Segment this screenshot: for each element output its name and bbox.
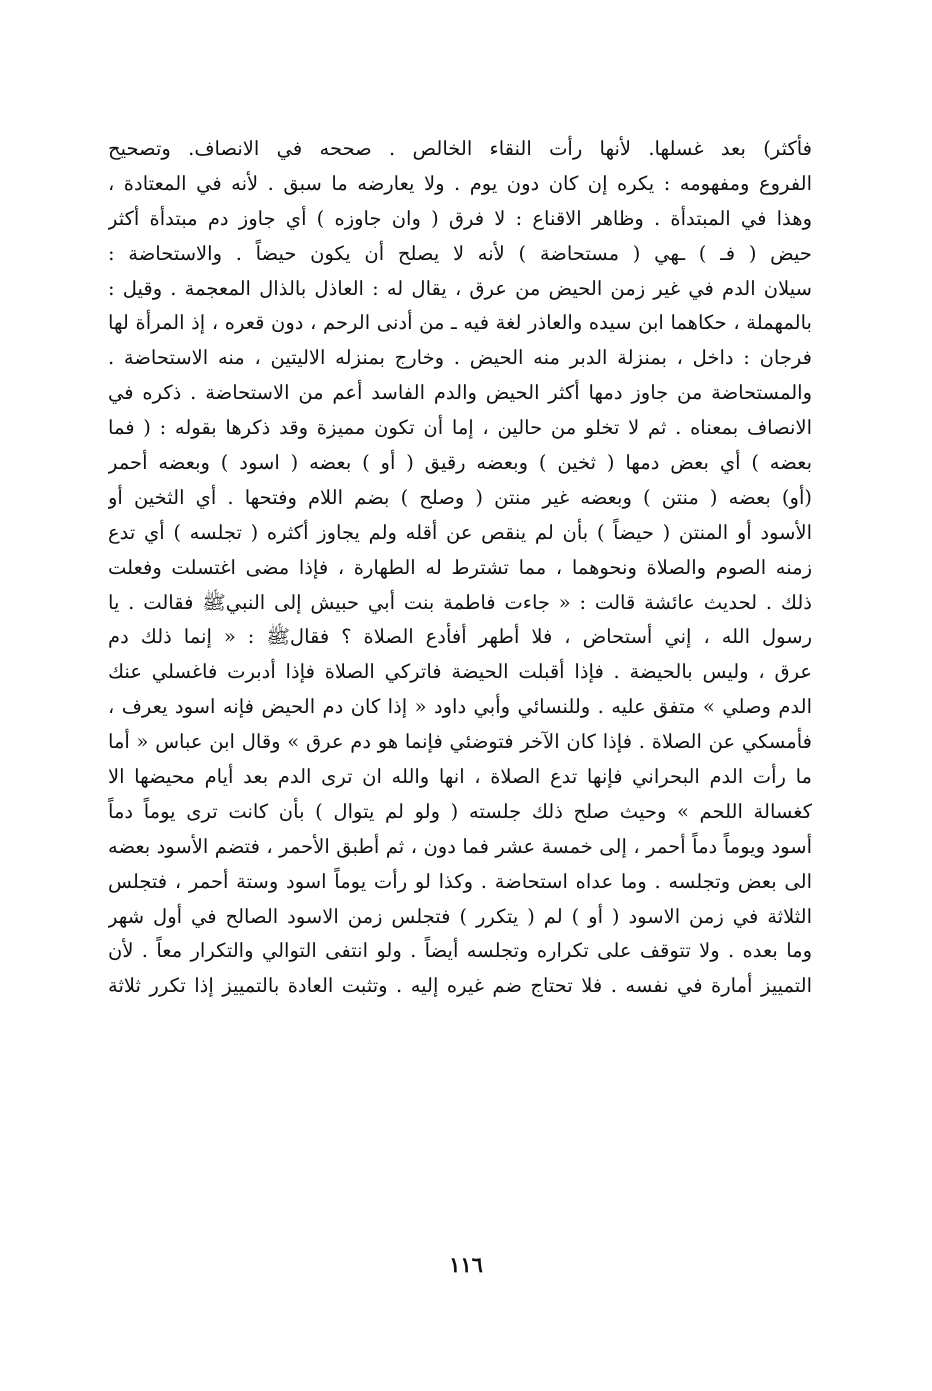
page-number: ١١٦ — [449, 1252, 483, 1277]
text-line: عرق ، وليس بالحيضة . فإذا أقبلت الحيضة فاتركي الصلاة فإذا أدبرت فاغسلي عنك — [108, 660, 812, 684]
text-line: الثلاثة في زمن الاسود ( أو ) لم ( يتكرر ) فتجلس زمن الاسود الصالح في أول شهر — [108, 904, 812, 928]
text-line: والمستحاضة من جاوز دمها أكثر الحيض والدم الفاسد أعم من الاستحاضة . ذكره في — [108, 381, 812, 405]
text-line: الفروع ومفهومه : يكره إن كان دون يوم . ولا يعارضه ما سبق . لأنه في المعتادة ، — [108, 171, 812, 195]
text-line: ذلك . لحديث عائشة قالت : « جاءت فاطمة بنت أبي حبيش إلى النبيﷺ فقالت . يا — [108, 590, 812, 614]
text-line: فرجان : داخل ، بمنزلة الدبر منه الحيض . وخارج بمنزله الاليتين ، منه الاستحاضة . — [108, 346, 812, 370]
text-line: زمنه الصوم والصلاة ونحوهما ، مما تشترط له الطهارة ، فإذا مضى اغتسلت وفعلت — [108, 555, 812, 579]
text-line: الانصاف بمعناه . ثم لا تخلو من حالين ، إما أن تكون مميزة وقد ذكرها بقوله : ( فما — [108, 416, 812, 440]
text-line: حيض ( فـ ) ـهي ( مستحاضة ) لأنه لا يصلح أن يكون حيضاً . والاستحاضة : — [108, 241, 812, 265]
text-line: سيلان الدم في غير زمن الحيض من عرق ، يقال له : العاذل بالذال المعجمة . وقيل : — [108, 276, 812, 300]
text-line: وهذا في المبتدأة . وظاهر الاقناع : لا فرق ( وان جاوزه ) أي جاوز دم مبتدأة أكثر — [108, 206, 812, 230]
text-line: ما رأت الدم البحراني فإنها تدع الصلاة ، انها والله ان ترى الدم بعد أيام محيضها الا — [108, 765, 812, 789]
text-line: فأمسكي عن الصلاة . فإذا كان الآخر فتوضئي فإنما هو دم عرق » وقال ابن عباس « أما — [108, 730, 812, 754]
text-line: الى بعض وتجلسه . وما عداه استحاضة . وكذا لو رأت يوماً اسود وستة أحمر ، فتجلس — [108, 869, 812, 893]
text-line: فأكثر) بعد غسلها. لأنها رأت النقاء الخالص . صححه في الانصاف. وتصحيح — [108, 137, 812, 160]
text-line: الأسود أو المنتن ( حيضاً ) بأن لم ينقص عن أقله ولم يجاوز أكثره ( تجلسه ) أي تدع — [108, 520, 812, 544]
text-line: بالمهملة ، حكاهما ابن سيده والعاذر لغة فيه ـ من أدنى الرحم ، دون قعره ، إذ المرأة لها — [108, 311, 812, 335]
body-text — [108, 132, 812, 1004]
text-line: الدم وصلي » متفق عليه . وللنسائي وأبي داود « إذا كان دم الحيض فإنه اسود يعرف ، — [108, 695, 812, 719]
text-line: التمييز أمارة في نفسه . فلا تحتاج ضم غيره إليه . وتثبت العادة بالتمييز إذا تكرر ثلاثة — [108, 974, 812, 998]
text-line: وما بعده . ولا تتوقف على تكراره وتجلسه أيضاً . ولو انتفى التوالي والتكرار معاً . لأن — [108, 939, 812, 963]
text-line: أسود ويوماً دماً أحمر ، إلى خمسة عشر فما دون ، ثم أطبق الأحمر ، فتضم الأسود بعضه — [108, 834, 812, 858]
text-line: (أو) بعضه ( منتن ) وبعضه غير منتن ( وصلح ) بضم اللام وفتحها . أي الثخين أو — [108, 485, 812, 509]
text-line: رسول الله ، إني أستحاض ، فلا أطهر أفأدع الصلاة ؟ فقالﷺ : « إنما ذلك دم — [108, 625, 812, 649]
text-line: بعضه ) أي بعض دمها ( ثخين ) وبعضه رقيق ( أو ) بعضه ( اسود ) وبعضه أحمر — [108, 451, 812, 475]
text-line: كغسالة اللحم » وحيث صلح ذلك جلسته ( ولو لم يتوال ) بأن كانت ترى يوماً دماً — [108, 799, 812, 823]
